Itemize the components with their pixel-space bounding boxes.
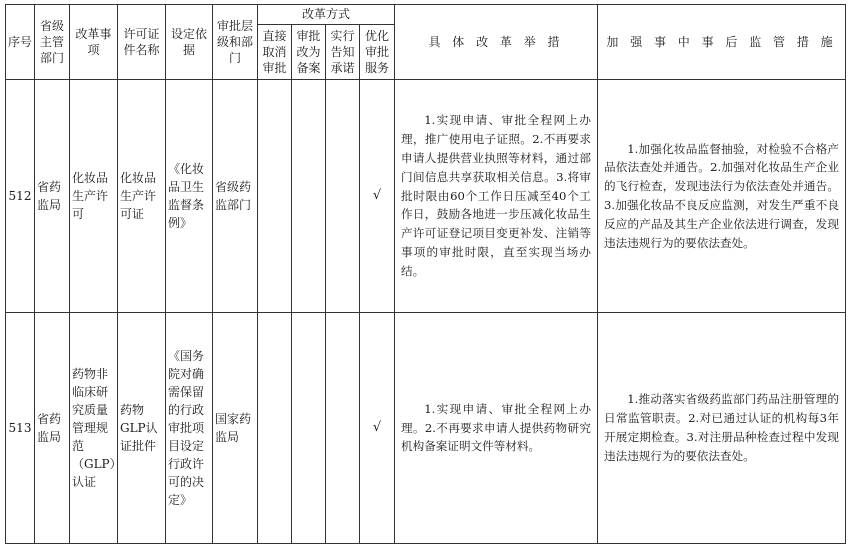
header-basis: 设定依据: [166, 5, 213, 80]
row-cancel: [258, 313, 292, 544]
header-row-1: [6, 5, 846, 25]
row-measures: 1.实现申请、审批全程网上办理。2.不再要求申请人提供药物研究机构备案证明文件等材料。: [401, 401, 592, 454]
row-record: [292, 80, 326, 313]
reform-table: [5, 4, 846, 544]
row-basis: 《国务院对确需保留的行政审批项目设定行政许可的决定》: [166, 313, 213, 544]
header-supervision: 加 强 事 中 事 后 监 管 措 施: [598, 5, 846, 80]
row-measures-cell: [395, 313, 598, 544]
header-method-group: 改革方式: [258, 5, 395, 25]
header-method-record: 审批改为备案: [292, 25, 326, 80]
table-row: [6, 313, 846, 544]
row-measures-cell: [395, 80, 598, 313]
row-level: 国家药监局: [213, 313, 258, 544]
header-method-optimize: 优化审批服务: [360, 25, 395, 80]
row-dept: 省药监局: [35, 80, 70, 313]
row-license: 药物GLP认证批件: [118, 313, 166, 544]
table-row: [6, 80, 846, 313]
row-seq: 513: [6, 313, 35, 544]
row-cancel: [258, 80, 292, 313]
header-level: 审批层级和部门: [213, 5, 258, 80]
row-item: 化妆品生产许可: [70, 80, 118, 313]
row-promise: [326, 80, 360, 313]
row-supervision-cell: [598, 80, 846, 313]
row-basis: 《化妆品卫生监督条例》: [166, 80, 213, 313]
row-optimize-check: √: [360, 313, 395, 544]
header-dept: 省级主管部门: [35, 5, 70, 80]
row-dept: 省药监局: [35, 313, 70, 544]
header-item: 改革事项: [70, 5, 118, 80]
header-measures: 具 体 改 革 举 措: [395, 5, 598, 80]
row-license: 化妆品生产许可证: [118, 80, 166, 313]
row-supervision-cell: [598, 313, 846, 544]
header-method-promise: 实行告知承诺: [326, 25, 360, 80]
header-license: 许可证件名称: [118, 5, 166, 80]
row-measures: 1.实现申请、审批全程网上办理，推广使用电子证照。2.不再要求申请人提供营业执照等材料，通过部门间信息共享获取相关信息。3.将审批时限由60个工作日压减至40个工作日，鼓励各地进一步压减化妆品生产许可证登记项目变更补发、注销等事项的审批时限，直至实现当场办结。: [401, 113, 592, 278]
row-supervision: 1.推动落实省级药监部门药品注册管理的日常监管职责。2.对已通过认证的机构每3年开展定期检查。3.对注册品种检查过程中发现违法违规行为的要依法查处。: [604, 392, 840, 463]
row-record: [292, 313, 326, 544]
row-level: 省级药监部门: [213, 80, 258, 313]
header-seq: 序号: [6, 5, 35, 80]
row-promise: [326, 313, 360, 544]
row-supervision: 1.加强化妆品监督抽验，对检验不合格产品依法查处并通告。2.加强对化妆品生产企业的飞行检查，发现违法行为依法查处并通告。3.加强化妆品不良反应监测，对发生严重不良反应的产品及其生产企业依法进行调查，发现违法违规行为的要依法查处。: [604, 141, 840, 250]
row-seq: 512: [6, 80, 35, 313]
header-method-cancel: 直接取消审批: [258, 25, 292, 80]
row-item: 药物非临床研究质量管理规范（GLP）认证: [70, 313, 118, 544]
row-optimize-check: √: [360, 80, 395, 313]
